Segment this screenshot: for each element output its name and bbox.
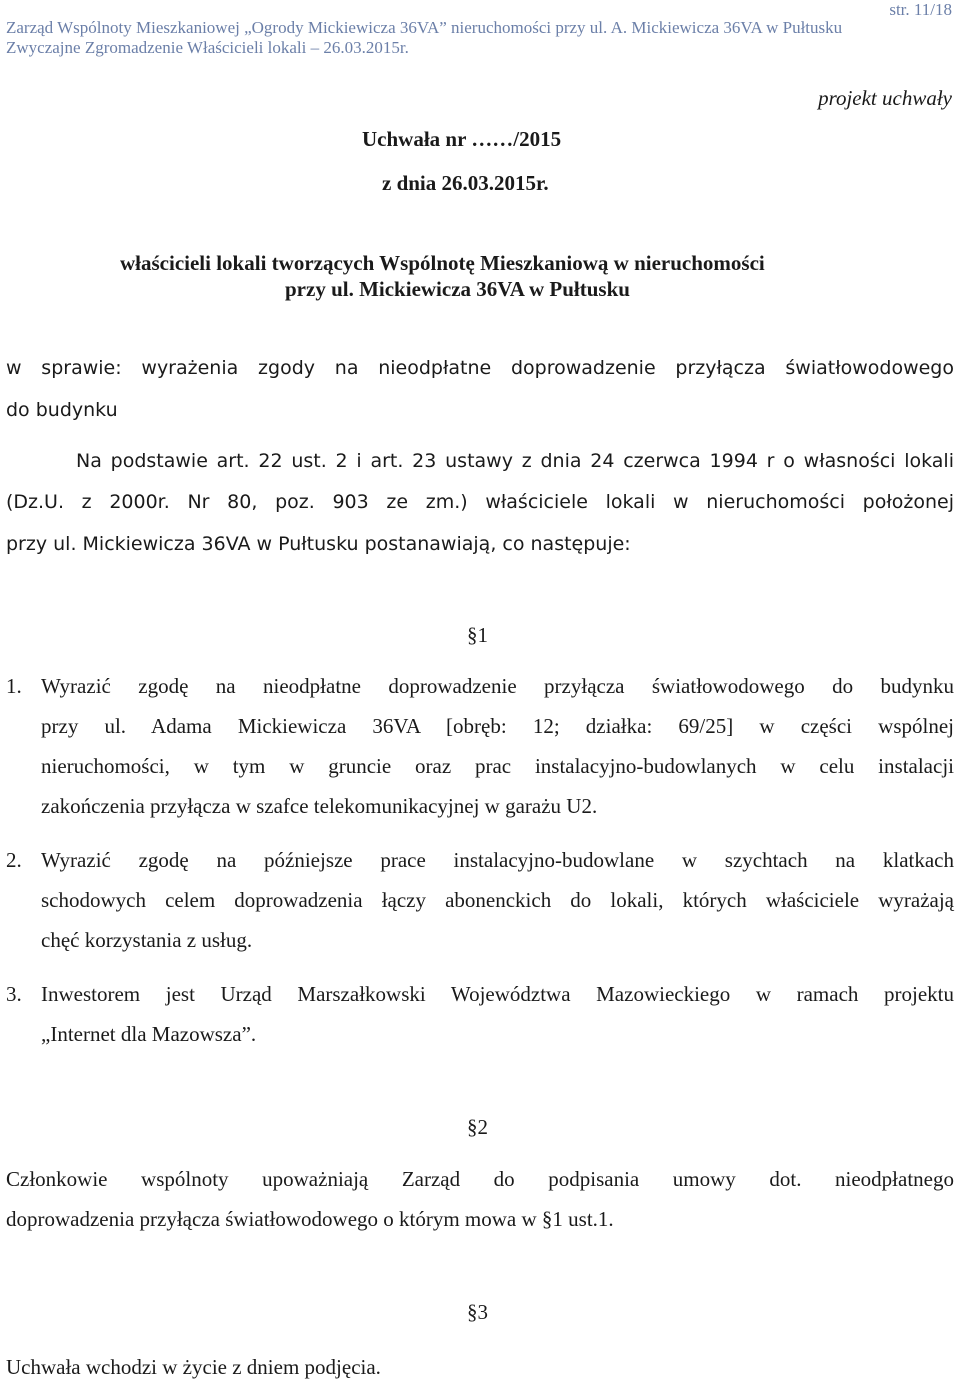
final-provision: Uchwała wchodzi w życie z dniem podjęcia. [6, 1355, 381, 1379]
section-2-heading: §2 [467, 1115, 488, 1139]
basis-line-3: przy ul. Mickiewicza 36VA w Pułtusku postanawiają, co następuje: [6, 533, 631, 555]
item-1-line-3: nieruchomości, w tym w gruncie oraz prac instalacyjno-budowlanych w celu instalacji [41, 754, 954, 778]
item-3-number: 3. [6, 982, 22, 1006]
item-1-line-2: przy ul. Adama Mickiewicza 36VA [obręb: 12; działka: 69/25] w części wspólnej [41, 714, 954, 738]
item-1-line-4: zakończenia przyłącza w szafce telekomunikacyjnej w garażu U2. [41, 794, 598, 818]
item-1-number: 1. [6, 674, 22, 698]
item-2-line-2: schodowych celem doprowadzenia łączy abonenckich do lokali, których właściciele wyrażają [41, 888, 954, 912]
basis-line-1-wrap [76, 450, 954, 472]
basis-line-1: Na podstawie art. 22 ust. 2 i art. 23 ustawy z dnia 24 czerwca 1994 r o własności lokali [76, 450, 954, 472]
basis-paragraph [6, 481, 954, 565]
item-2-number: 2. [6, 848, 22, 872]
item-3-line-2: „Internet dla Mazowsza”. [41, 1022, 257, 1046]
item-1-line-1: Wyrazić zgodę na nieodpłatne doprowadzenie przyłącza światłowodowego do budynku [41, 674, 954, 698]
section-2-line-2: doprowadzenia przyłącza światłowodowego o którym mowa w §1 ust.1. [6, 1207, 614, 1231]
item-3-line-1: Inwestorem jest Urząd Marszałkowski Województwa Mazowieckiego w ramach projektu [41, 982, 954, 1006]
basis-line-2: (Dz.U. z 2000r. Nr 80, poz. 903 ze zm.) właściciele lokali w nieruchomości położonej [6, 491, 954, 513]
item-2-line-1: Wyrazić zgodę na późniejsze prace instalacyjno-budowlane w szychtach na klatkach [41, 848, 954, 872]
header-meeting-line: Zwyczajne Zgromadzenie Właścicieli lokali – 26.03.2015r. [6, 38, 409, 57]
item-2-line-3: chęć korzystania z usług. [41, 928, 253, 952]
resolution-title: Uchwała nr ……/2015 [362, 127, 562, 151]
item-1-paragraph [41, 666, 954, 826]
section-2-line-1: Członkowie wspólnoty upoważniają Zarząd do podpisania umowy dot. nieodpłatnego [6, 1167, 954, 1191]
section-3-heading: §3 [467, 1300, 488, 1324]
resolution-date: z dnia 26.03.2015r. [382, 171, 549, 195]
matter-line-2: do budynku [6, 399, 118, 421]
matter-line-1: w sprawie: wyrażenia zgody na nieodpłatne doprowadzenie przyłącza światłowodowego [6, 357, 954, 379]
item-2-paragraph [41, 840, 954, 960]
matter-paragraph [6, 347, 954, 431]
section-2-paragraph [6, 1159, 954, 1239]
header-association-line: Zarząd Wspólnoty Mieszkaniowej „Ogrody Mickiewicza 36VA” nieruchomości przy ul. A. Mickiewicza 36VA w Pułtusku [6, 18, 843, 37]
section-1-heading: §1 [467, 623, 488, 647]
item-3-paragraph [41, 974, 954, 1054]
subject-line-2: przy ul. Mickiewicza 36VA w Pułtusku [285, 277, 630, 301]
project-label: projekt uchwały [818, 86, 952, 110]
subject-line-1: właścicieli lokali tworzących Wspólnotę Mieszkaniową w nieruchomości [120, 251, 765, 275]
page-number: str. 11/18 [889, 0, 952, 19]
